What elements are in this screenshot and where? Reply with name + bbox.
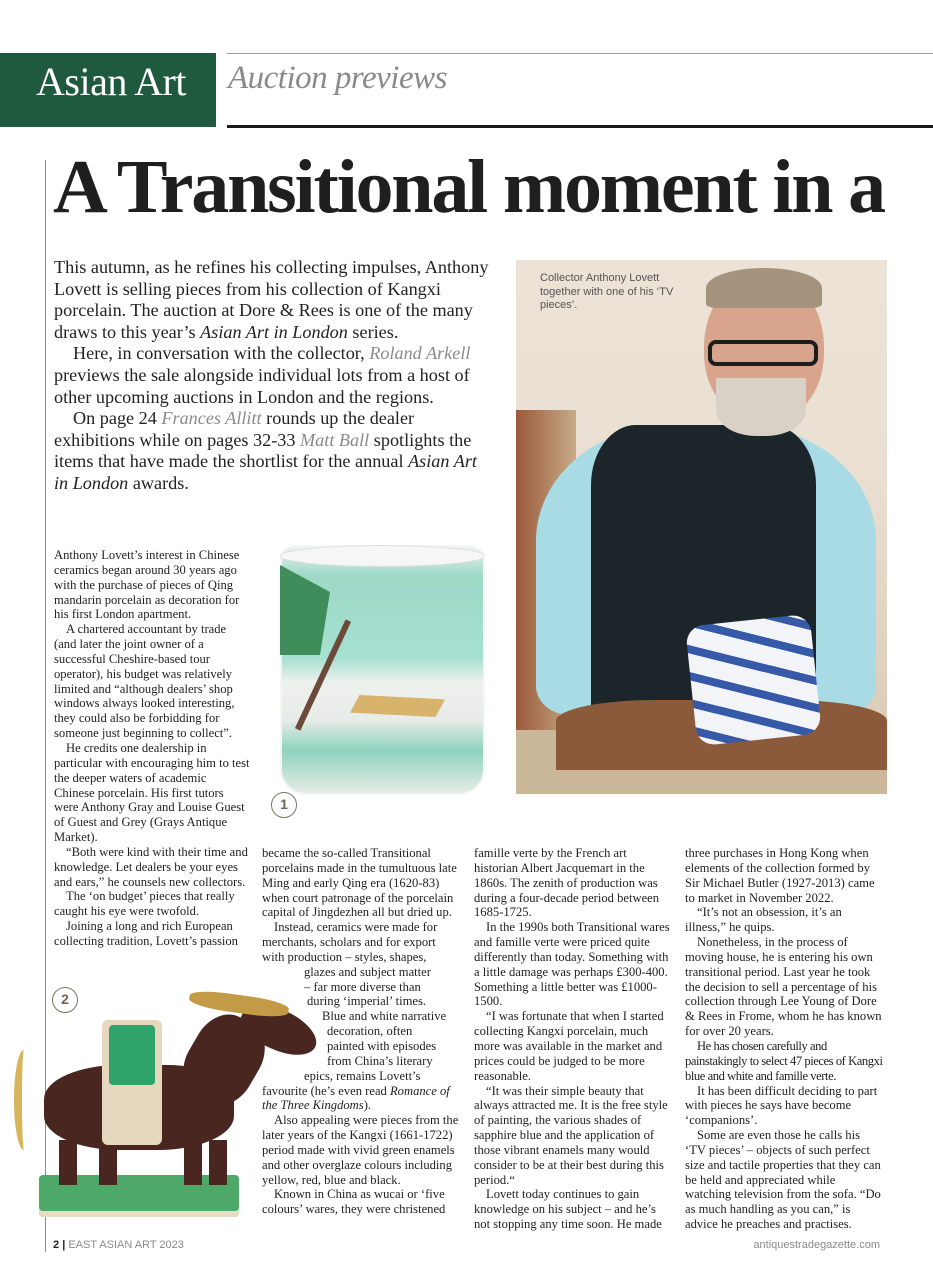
brushpot-pavilion: [350, 695, 445, 717]
byline-matt-ball: Matt Ball: [300, 429, 370, 450]
article-column-1: [54, 548, 250, 949]
byline-frances-allitt: Frances Allitt: [161, 408, 262, 429]
page-footer-left: [53, 1239, 184, 1251]
standfirst-paragraph: Here, in conversation with the collector, Roland Arkell previews the sale alongside individual lots from a host of other upcoming auctions in London and the regions.: [54, 343, 471, 407]
byline-roland-arkell: Roland Arkell: [369, 343, 471, 364]
body-paragraph: The ‘on budget’ pieces that really caught his eye were twofold.: [54, 889, 235, 919]
beard-shape: [716, 378, 806, 436]
body-paragraph: He has chosen carefully and painstakingly to select 47 pieces of Kangxi blue and white and famille verte.: [685, 1038, 883, 1083]
article-column-3: [474, 846, 672, 1232]
horse-leg: [59, 1140, 77, 1185]
body-paragraph: Joining a long and rich European collecting tradition, Lovett’s passion: [54, 919, 238, 948]
headline: A Transitional moment in a: [53, 145, 884, 229]
body-paragraph: became the so-called Transitional porcelains made in the tumultuous late Ming and early Qing era (1620-83) when court patronage of the porcelain capital of Jingdezhen all but dried up.: [262, 846, 457, 920]
body-paragraph: Anthony Lovett’s interest in Chinese ceramics began around 30 years ago with the purchase of pieces of Qing mandarin porcelain as decoration for his first London apartment.: [54, 548, 240, 622]
body-paragraph: Some are even those he calls his ‘TV pieces’ – objects of such perfect size and tactile properties that they can be held and appreciated while watching television from the sofa. “Do as much handling as you can,” is advice he preaches and practises.: [685, 1128, 881, 1232]
body-paragraph: Instead, ceramics were made for merchants, scholars and for export with production – styles, shapes, glazes and subject matter – far more diverse than during ‘imperial’ times.: [262, 920, 438, 1009]
body-paragraph: It has been difficult deciding to part with pieces he says have become ‘companions’.: [685, 1083, 878, 1128]
body-paragraph: Blue and white narrative decoration, often painted with episodes from China’s literary epics, remains Lovett’s favourite (he’s even read Romance of the Three Kingdoms).: [262, 1009, 450, 1113]
figure-number-badge-1: 1: [271, 792, 297, 818]
article-column-2: [262, 846, 460, 1217]
horse-leg: [209, 1140, 227, 1185]
subsection-title: Auction previews: [228, 60, 447, 96]
body-paragraph: “It’s not an obsession, it’s an illness,” he quips.: [685, 905, 842, 935]
footer-separator: |: [62, 1239, 66, 1251]
figure-number-badge-2: 2: [52, 987, 78, 1013]
hair-shape: [706, 268, 822, 308]
horse-tail: [14, 1050, 34, 1150]
body-paragraph: Known in China as wucai or ‘five colours’ wares, they were christened: [262, 1187, 446, 1217]
body-paragraph: Nonetheless, in the process of moving house, he is entering his own transitional period. Last year he took the decision to sell a percentage of his collection through Lee Young of Dore & Rees in Frome, whom he has known for over 20 years.: [685, 935, 882, 1039]
body-paragraph: He credits one dealership in particular with encouraging him to test the deeper waters of academic Chinese porcelain. His first tutors were Anthony Gray and Louise Guest of Guest and Grey (Grays Antique Market).: [54, 740, 250, 845]
article-column-4: [685, 846, 883, 1232]
standfirst: [54, 257, 494, 495]
standfirst-paragraph: This autumn, as he refines his collecting impulses, Anthony Lovett is selling pieces from his collection of Kangxi porcelain. The auction at Dore & Rees is one of the many draws to this year’s Asian Art in London series.: [54, 257, 489, 342]
collector-photo: [516, 260, 887, 794]
section-title: Asian Art: [36, 59, 186, 104]
body-paragraph: “Both were kind with their time and knowledge. Let dealers be your eyes and ears,” he counsels new collectors.: [54, 844, 248, 889]
header-bottom-rule: [227, 125, 933, 128]
website-link[interactable]: antiquestradegazette.com: [753, 1239, 880, 1251]
photo-caption: Collector Anthony Lovett together with one of his ‘TV pieces’.: [540, 272, 674, 311]
body-paragraph: In the 1990s both Transitional wares and famille verte were priced quite differently than today. Something with a little damage was perhaps £300-400. Something a little better was £1000-1500.: [474, 920, 670, 1009]
blue-white-brushpot-shape: [685, 614, 822, 746]
standfirst-paragraph: On page 24 Frances Allitt rounds up the dealer exhibitions while on pages 32-33 Matt Ball spotlights the items that have made the shortlist for the annual Asian Art in London awards.: [54, 408, 477, 493]
body-paragraph: Also appealing were pieces from the later years of the Kangxi (1661-1722) period made with vivid green enamels and other overglaze colours including yellow, red, blue and black.: [262, 1113, 459, 1187]
header-top-rule: [227, 53, 933, 54]
body-paragraph: A chartered accountant by trade (and later the joint owner of a successful Cheshire-based tour operator), his budget was relatively limited and “although dealers’ shop windows always looked interesting, they could also be forbidding for someone just beginning to collect”.: [54, 622, 235, 741]
brushpot-rim: [280, 545, 485, 567]
horse-saddle: [109, 1025, 155, 1085]
publication-name: EAST ASIAN ART 2023: [68, 1239, 184, 1251]
page-number: 2: [53, 1239, 60, 1251]
body-paragraph: famille verte by the French art historian Albert Jacquemart in the 1860s. The zenith of production was during a four-decade period between 1685-1725.: [474, 846, 660, 920]
famille-verte-brushpot-image: [280, 545, 485, 795]
body-paragraph: “I was fortunate that when I started collecting Kangxi porcelain, much more was available in the market and prices could be judged to be more reasonable.: [474, 1009, 664, 1083]
body-paragraph: Lovett today continues to gain knowledge on his subject – and he’s not stopping any time soon. He made: [474, 1187, 662, 1232]
body-paragraph: three purchases in Hong Kong when elements of the collection formed by Sir Michael Butler (1927-2013) came to market in November 2022.: [685, 846, 875, 905]
brushpot-hill: [280, 565, 330, 655]
glasses-shape: [708, 340, 818, 366]
body-paragraph: “It was their simple beauty that always attracted me. It is the free style of painting, the various shades of sapphire blue and the application of those vibrant enamels many would consider to be at their best during this period.“: [474, 1083, 668, 1187]
